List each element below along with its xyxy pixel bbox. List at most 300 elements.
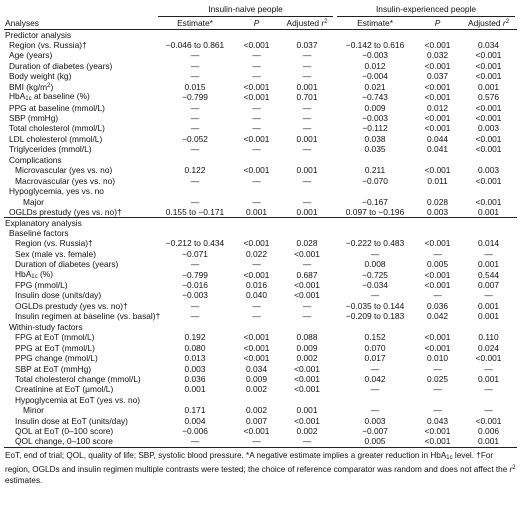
cell-value: 0.001 [478,373,500,384]
cell-value: <0.001 [243,426,270,437]
cell-value: 0.001 [478,81,500,92]
cell-value: — [190,113,200,124]
cell-value: — [484,405,493,416]
cell-value [460,322,517,332]
cell-value: 0.001 [184,384,206,395]
cell-value: 0.037 [296,39,318,50]
cell-value: 0.088 [296,332,318,343]
row-label: Total cholesterol change (mmol/L) [15,373,141,384]
table-row [4,217,517,227]
row-label: QOL at EoT (0–100 score) [15,426,114,437]
cell-value: <0.001 [475,353,502,364]
row-label: OGLDs prestudy (yes vs. no)† [15,300,128,311]
table-row [4,416,517,426]
row-label: SBP (mmHg) [9,113,59,124]
cell-value: 0.001 [460,437,517,447]
row-label: BMI $(kg/m^2)$ [9,81,54,92]
cell-value: −0.070 [362,175,388,186]
table-row [4,165,517,175]
row-label: FPG at EoT (mmol/L) [15,332,95,343]
cell-value: — [190,60,200,71]
row-label: FPG (mmol/L) [15,280,68,291]
cell-value: 0.005 [335,437,415,447]
cell-value: — [252,175,261,186]
row-label: Baseline factors [9,227,69,238]
cell-value: 0.002 [296,353,318,364]
cell-value: −0.016 [182,280,208,291]
cell-value [279,395,335,405]
cell-value: — [252,259,261,270]
cell-value: −0.007 [362,426,388,437]
table-row [4,280,517,290]
cell-value: 0.042 [364,373,386,384]
cell-value: <0.001 [475,144,502,155]
cell-value [156,155,234,165]
cell-value: 0.017 [364,353,386,364]
cell-value: — [370,290,380,301]
col-header-p-naive: P [234,17,279,30]
cell-value: −0.799 [182,92,208,103]
col-header-adj-naive: Adjusted $r^2$ [279,17,335,30]
cell-value: — [484,290,493,301]
cell-value [234,155,279,165]
row-label: Total cholesterol (mmol/L) [9,123,105,134]
cell-value: 0.007 [246,415,267,426]
cell-value: −0.046 to 0.861 [165,39,225,50]
cell-value: 0.070 [364,342,386,353]
cell-value: — [252,144,261,155]
cell-value: — [252,196,261,207]
table-row [4,426,517,436]
cell-value: <0.001 [424,113,451,124]
cell-value: <0.001 [475,133,502,144]
cell-value: <0.001 [424,165,451,176]
table-row [4,290,517,300]
cell-value: 0.122 [184,165,206,176]
row-label: Insulin regimen at baseline (vs. basal)† [15,311,161,322]
cell-value: — [433,248,442,259]
cell-value: <0.001 [294,373,320,384]
cell-value: — [302,102,312,113]
table-row [4,50,517,60]
table-row [4,61,517,71]
cell-value: <0.001 [424,269,451,280]
cell-value: — [302,259,312,270]
cell-value: 0.036 [184,373,206,384]
cell-value: 0.008 [364,259,386,270]
row-label: HbA1c (%) [15,268,53,280]
cell-value: — [252,311,261,322]
cell-value: — [370,405,380,416]
cell-value [460,228,517,238]
cell-value: 0.002 [296,426,318,437]
cell-value: <0.001 [424,39,451,50]
cell-value: −0.167 [362,196,388,207]
cell-value: 0.002 [246,405,267,416]
cell-value: 0.003 [364,415,386,426]
cell-value: 0.001 [478,300,500,311]
cell-value: 0.001 [246,206,267,217]
cell-value [415,186,460,196]
cell-value: −0.035 to 0.144 [345,300,405,311]
cell-value: 0.110 [478,332,499,343]
cell-value [156,217,234,227]
table-row [4,364,517,374]
cell-value: 0.013 [184,353,206,364]
cell-value: 0.010 [427,353,449,364]
cell-value [156,395,234,405]
cell-value: 0.001 [296,133,318,144]
cell-value: — [433,290,442,301]
cell-value [279,217,335,227]
cell-value: 0.038 [364,133,386,144]
cell-value [234,322,279,332]
group-header-naive: Insulin-naive people [156,4,335,17]
cell-value: <0.001 [294,290,320,301]
cell-value: 0.192 [184,332,206,343]
cell-value [335,217,415,227]
cell-value: −0.212 to 0.434 [165,238,225,249]
cell-value: — [302,71,312,82]
cell-value: −0.071 [182,248,208,259]
cell-value [460,186,517,196]
cell-value: 0.001 [296,405,318,416]
cell-value: 0.035 [364,144,386,155]
cell-value: — [484,248,493,259]
cell-value: <0.001 [243,81,270,92]
row-label: PPG change (mmol/L) [15,353,98,364]
table-row [4,186,517,196]
cell-value: 0.080 [184,342,206,353]
cell-value: — [302,144,312,155]
table-row [4,395,517,405]
row-label: Predictor analysis [5,29,72,40]
table-row [4,238,517,248]
table-row [4,197,517,207]
results-table [4,4,517,448]
cell-value: 0.036 [427,300,449,311]
table-row [4,134,517,144]
cell-value: — [190,259,200,270]
cell-value: 0.001 [296,206,318,217]
table-row [4,123,517,133]
cell-value: — [252,102,261,113]
cell-value [279,228,335,238]
table-row [4,259,517,269]
table-row [4,301,517,311]
cell-value: — [252,50,261,61]
cell-value [279,30,335,40]
cell-value: 0.014 [478,238,500,249]
cell-value [460,217,517,227]
cell-value: 0.034 [478,39,500,50]
cell-value [335,395,415,405]
cell-value: 0.005 [427,259,449,270]
cell-value: — [370,384,380,395]
cell-value: 0.152 [364,332,386,343]
cell-value: — [433,384,442,395]
group-header-experienced: Insulin-experienced people [335,4,517,17]
cell-value: 0.042 [427,311,449,322]
cell-value [460,155,517,165]
row-label: Creatinine at EoT (μmol/L) [15,384,114,395]
cell-value: 0.171 [184,405,206,416]
cell-value: — [370,248,380,259]
cell-value: 0.028 [296,238,318,249]
table-row [4,207,517,217]
cell-value: 0.687 [296,269,318,280]
cell-value: — [156,437,234,447]
cell-value: <0.001 [475,50,502,61]
cell-value: — [190,71,200,82]
cell-value: 0.576 [478,92,500,103]
cell-value: −0.034 [362,280,388,291]
col-header-estimate-exp: Estimate* [335,17,415,30]
table-row [4,437,517,447]
row-label: Hypoglycemia, yes vs. no [9,186,104,197]
table-row [4,374,517,384]
cell-value: <0.001 [424,60,451,71]
row-label: Sex (male vs. female) [15,248,96,259]
cell-value: <0.001 [243,133,270,144]
cell-value: 0.007 [478,280,500,291]
cell-value: −0.725 [362,269,388,280]
cell-value: — [433,405,442,416]
cell-value: 0.012 [427,102,449,113]
table-row [4,92,517,102]
cell-value: <0.001 [243,332,270,343]
table-row [4,30,517,40]
cell-value: — [190,123,200,134]
cell-value: 0.001 [296,81,318,92]
cell-value: 0.003 [184,363,206,374]
cell-value: — [302,60,312,71]
cell-value: — [234,437,279,447]
cell-value: — [190,144,200,155]
cell-value: −0.003 [182,290,208,301]
table-body [4,30,517,448]
cell-value [335,228,415,238]
cell-value: <0.001 [424,81,451,92]
cell-value: — [484,384,493,395]
group-header-row [4,4,517,17]
row-label: Region (vs. Russia)† [9,39,87,50]
cell-value: — [433,363,442,374]
row-label: SBP at EoT (mmHg) [15,363,92,374]
row-label: Region (vs. Russia)† [15,238,93,249]
cell-value [234,30,279,40]
table-row [4,176,517,186]
cell-value: <0.001 [424,238,451,249]
row-label: Macrovascular (yes vs. no) [15,175,116,186]
cell-value: −0.006 [182,426,208,437]
cell-value [156,30,234,40]
cell-value [460,30,517,40]
cell-value: <0.001 [475,102,502,113]
cell-value: −0.004 [362,71,388,82]
cell-value: — [370,363,380,374]
cell-value: <0.001 [424,280,451,291]
cell-value: 0.028 [427,196,449,207]
cell-value: — [279,437,335,447]
cell-value: 0.025 [427,373,449,384]
cell-value: <0.001 [243,342,270,353]
row-label: Explanatory analysis [4,217,156,227]
table-container [4,4,517,486]
cell-value: — [190,102,200,113]
cell-value: — [302,175,312,186]
cell-value: 0.024 [478,342,500,353]
cell-value [279,186,335,196]
cell-value: 0.155 to −0.171 [165,206,225,217]
cell-value: 0.001 [296,165,318,176]
cell-value: — [302,50,312,61]
cell-value: 0.001 [478,311,500,322]
row-label: QOL change, 0–100 score [4,437,156,447]
cell-value: — [484,363,493,374]
cell-value: 0.006 [478,426,500,437]
row-label: Insulin dose (units/day) [15,290,102,301]
cell-value: −0.799 [182,269,208,280]
cell-value: −0.222 to 0.483 [345,238,405,249]
cell-value: — [190,175,200,186]
cell-value: <0.001 [243,269,270,280]
cell-value: −0.112 [362,123,388,134]
cell-value: 0.012 [364,60,386,71]
col-header-estimate-naive: Estimate* [156,17,234,30]
row-label: Triglycerides (mmol/L) [9,144,92,155]
cell-value: <0.001 [475,175,502,186]
cell-value: — [190,300,200,311]
cell-value: <0.001 [475,113,502,124]
row-label: PPG at EoT (mmol/L) [15,342,95,353]
cell-value: 0.009 [296,342,318,353]
cell-value: — [252,60,261,71]
table-row [4,155,517,165]
row-label: Age (years) [9,50,53,61]
row-label: Minor [23,405,44,416]
cell-value: — [302,196,312,207]
cell-value [415,30,460,40]
cell-value [335,186,415,196]
table-row [4,405,517,415]
cell-value: — [302,123,312,134]
row-label: Duration of diabetes (years) [15,259,119,270]
cell-value: 0.001 [478,206,500,217]
cell-value: 0.544 [478,269,500,280]
table-row [4,343,517,353]
cell-value: <0.001 [424,123,451,134]
cell-value [234,395,279,405]
table-row [4,113,517,123]
cell-value: <0.001 [294,280,320,291]
cell-value: — [302,311,312,322]
row-label: Insulin dose at EoT (units/day) [15,415,128,426]
table-row [4,322,517,332]
cell-value: 0.022 [246,248,267,259]
cell-value: <0.001 [243,353,270,364]
cell-value: −0.003 [362,50,388,61]
row-label: HbA1c at baseline (%) [9,91,90,103]
cell-value: −0.052 [182,133,208,144]
col-header-analyses: Analyses [4,17,156,30]
cell-value: <0.001 [424,92,451,103]
table-row [4,332,517,342]
column-header-row [4,17,517,30]
row-label: LDL cholesterol (mmol/L) [9,133,103,144]
row-label: Within-study factors [9,321,83,332]
cell-value [279,155,335,165]
table-row [4,249,517,259]
cell-value: 0.037 [427,71,449,82]
cell-value: — [190,311,200,322]
row-label: Complications [9,154,62,165]
cell-value: 0.009 [246,373,267,384]
cell-value: <0.001 [475,71,502,82]
cell-value: 0.004 [184,415,206,426]
cell-value: — [190,196,200,207]
cell-value: 0.097 to −0.196 [345,206,405,217]
cell-value [156,186,234,196]
cell-value [460,395,517,405]
cell-value [335,322,415,332]
cell-value [415,228,460,238]
cell-value: <0.001 [294,384,320,395]
cell-value: −0.743 [362,92,388,103]
cell-value: 0.009 [364,102,386,113]
cell-value: <0.001 [424,332,451,343]
cell-value: 0.003 [478,165,500,176]
cell-value: 0.043 [427,415,449,426]
cell-value [156,322,234,332]
cell-value [156,228,234,238]
cell-value: 0.044 [427,133,449,144]
cell-value: <0.001 [243,238,270,249]
cell-value [234,186,279,196]
cell-value: 0.011 [427,175,448,186]
cell-value: — [190,50,200,61]
table-row [4,103,517,113]
cell-value [415,155,460,165]
cell-value: −0.142 to 0.616 [345,39,405,50]
cell-value: <0.001 [475,415,502,426]
cell-value: 0.040 [246,290,267,301]
col-header-adj-exp: Adjusted $r^2$ [460,17,517,30]
cell-value: <0.001 [415,437,460,447]
cell-value: 0.021 [364,81,386,92]
cell-value: <0.001 [243,165,270,176]
cell-value: 0.001 [478,259,500,270]
table-footnote: EoT, end of trial; QOL, quality of life; SBP, systolic blood pressure. *A negative estimate implies a greater reduction in HbA1c level. †For region, OGLDs and insulin regimen multiple contrasts were tested; the choice of reference comparator was random and does not affect the $r^2$ estimates. [5,450,516,485]
table-row [4,311,517,321]
cell-value: <0.001 [243,92,270,103]
row-label: Duration of diabetes (years) [9,60,113,71]
table-row [4,353,517,363]
row-label: Hypoglycemia at EoT (yes vs. no) [15,394,141,405]
row-label: Major [23,196,44,207]
table-row [4,228,517,238]
cell-value: <0.001 [294,248,320,259]
cell-value: 0.034 [246,363,267,374]
cell-value: <0.001 [424,426,451,437]
table-row [4,71,517,81]
cell-value: — [252,113,261,124]
cell-value: <0.001 [475,60,502,71]
cell-value: — [252,71,261,82]
cell-value: — [252,123,261,134]
cell-value: 0.211 [364,165,386,176]
row-label: PPG at baseline (mmol/L) [9,102,105,113]
